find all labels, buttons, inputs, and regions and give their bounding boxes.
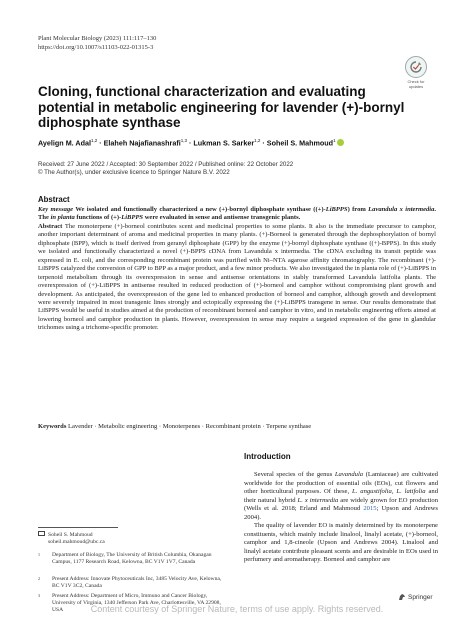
keywords: Keywords Lavender · Metabolic engineering · Monoterpenes · Recombinant protein · Terpene synthase — [38, 423, 312, 430]
copyright-line: © The Author(s), under exclusive licence to Springer Nature B.V. 2022 — [38, 169, 230, 176]
author-name[interactable]: Ayelign M. Adal — [38, 138, 91, 148]
corresponding-author: Soheil S. Mahmoud — [48, 532, 93, 538]
envelope-icon — [38, 531, 45, 536]
journal-header — [38, 34, 156, 52]
affiliation: 2 Present Address: Innovate Phytoceuticals Inc, 3485 Velocity Ave, Kelowna, BC V1V 3C2, Canada — [38, 576, 222, 589]
citation-link[interactable]: 2015 — [363, 505, 377, 512]
abstract-text: Abstract The monoterpene (+)-borneol contributes scent and medicinal properties to some plants. It also is the immediate precursor to camphor, another important determinant of aroma and medicinal properties in many plants. (+)-Borneol is generated through the dephosphorylation of bornyl diphosphate (BPP), which is itself derived from geranyl diphosphate (GPP) by the enzyme (+)-bornyl diphosphate synthase ((+)-BPPS). In this study we isolated and functionally characterized a novel (+)-BPPS cDNA from Lavandula x intermedia. The cDNA excluding its transit peptide was expressed in E. coli, and the corresponding recombinant protein was purified with Ni–NTA agarose affinity chromatography. The recombinant (+)-LiBPPS catalyzed the conversion of GPP to BPP as a major product, and a few minor products. We also investigated the in planta role of (+)-LiBPPS in terpenoid metabolism through its overexpression in sense and antisense orientations in stably transformed Lavandula latifolia plants. The overexpression of (+)-LiBPPS in antisense resulted in reduced production of (+)-borneol and camphor without compromising plant growth and development. As anticipated, the overexpression of the gene led to enhanced production of borneol and camphor, although growth and development were severely impaired in most transgenic lines strongly and ectopically expressing the (+)-LiBPPS transgene in sense. Our results demonstrate that LiBPPS would be useful in studies aimed at the production of recombinant borneol and camphor in vitro, and in metabolic engineering efforts aimed at lowering borneol and camphor production in plants. However, overexpression in sense may require a targeted expression of the gene in glandular trichomes using a trichome-specific promoter. — [38, 222, 436, 332]
introduction-paragraph: The quality of lavender EO is mainly determined by its monoterpene constituents, which mainly include linalool, linalyl acetate, (+)-borneol, camphor and 1,8-cineole (Upson and Andrews 2004). Linalool and linalyl acetate contribute pleasant scents and are desirable in EOs used in perfumery and aromatherapy. Borneol and camphor are — [244, 522, 438, 563]
history-dates: Received: 27 June 2022 / Accepted: 30 September 2022 / Published online: 22 October 2022 — [38, 161, 294, 168]
author-list: Ayelign M. Adal$^{1,2}$ · Elaheh Najafianashrafi$^{1,3}$ · Lukman S. Sarker$^{1,2}$ · Soheil S. Mahmoud$^1$ — [38, 138, 344, 147]
correspondence — [38, 531, 105, 546]
publisher-name: Springer — [408, 593, 433, 601]
affiliation: 1 Department of Biology, The University of British Columbia, Okanagan Campus, 1177 Research Road, Kelowna, BC V1V 1V7, Canada — [38, 552, 212, 565]
introduction-body — [244, 471, 438, 565]
affiliation: 3 Present Address: Department of Micro, Immuno and Cancer Biology, University of Virginia, 1340 Jefferson Park Ave, Charlottesville, VA 22908, USA — [38, 593, 221, 613]
springer-horse-icon — [398, 593, 406, 601]
courtesy-footer: Content courtesy of Springer Nature, terms of use apply. Rights reserved. — [90, 604, 384, 614]
publication-dates — [38, 161, 293, 177]
footnote-divider — [38, 527, 118, 528]
abstract-body — [38, 206, 436, 333]
doi-link[interactable]: https://doi.org/10.1007/s11103-022-01315-3 — [38, 44, 154, 51]
author-name[interactable]: Elaheh Najafianashrafi — [103, 138, 181, 148]
check-for-updates-caption: Check for updates — [407, 79, 425, 89]
check-for-updates-icon — [405, 56, 427, 78]
article-title: Cloning, functional characterization and evaluating potential in metabolic engineering for lavender (+)-bornyl diphosphate synthase — [38, 84, 405, 130]
author-name[interactable]: Lukman S. Sarker — [193, 138, 255, 148]
publisher-logo — [398, 593, 433, 601]
introduction-heading: Introduction — [244, 452, 291, 461]
abstract-heading: Abstract — [38, 195, 70, 204]
journal-citation: Plant Molecular Biology (2023) 111:117–130 — [38, 35, 157, 42]
author-name[interactable]: Soheil S. Mahmoud — [266, 138, 334, 148]
orcid-icon[interactable] — [337, 139, 344, 146]
corresponding-email[interactable]: soheil.mahmoud@ubc.ca — [48, 539, 105, 545]
key-message: Key message We isolated and functionally characterized a new (+)-bornyl diphosphate synthase ((+)-LiBPPS) from Lavandula x intermedia. The in planta functions of (+)-LiBPPS were evaluated in sense and antisense transgenic plants. — [38, 206, 437, 222]
introduction-paragraph: Several species of the genus Lavandula (Lamiaceae) are cultivated worldwide for the production of essential oils (EOs), cut flowers and other horticultural purposes. Of these, L. angustifolia, L. latifolia and their natural hybrid L. x intermedia are widely grown for EO production (Wells et al. 2018; Erland and Mahmoud 2015; Upson and Andrews 2004). — [244, 471, 439, 521]
